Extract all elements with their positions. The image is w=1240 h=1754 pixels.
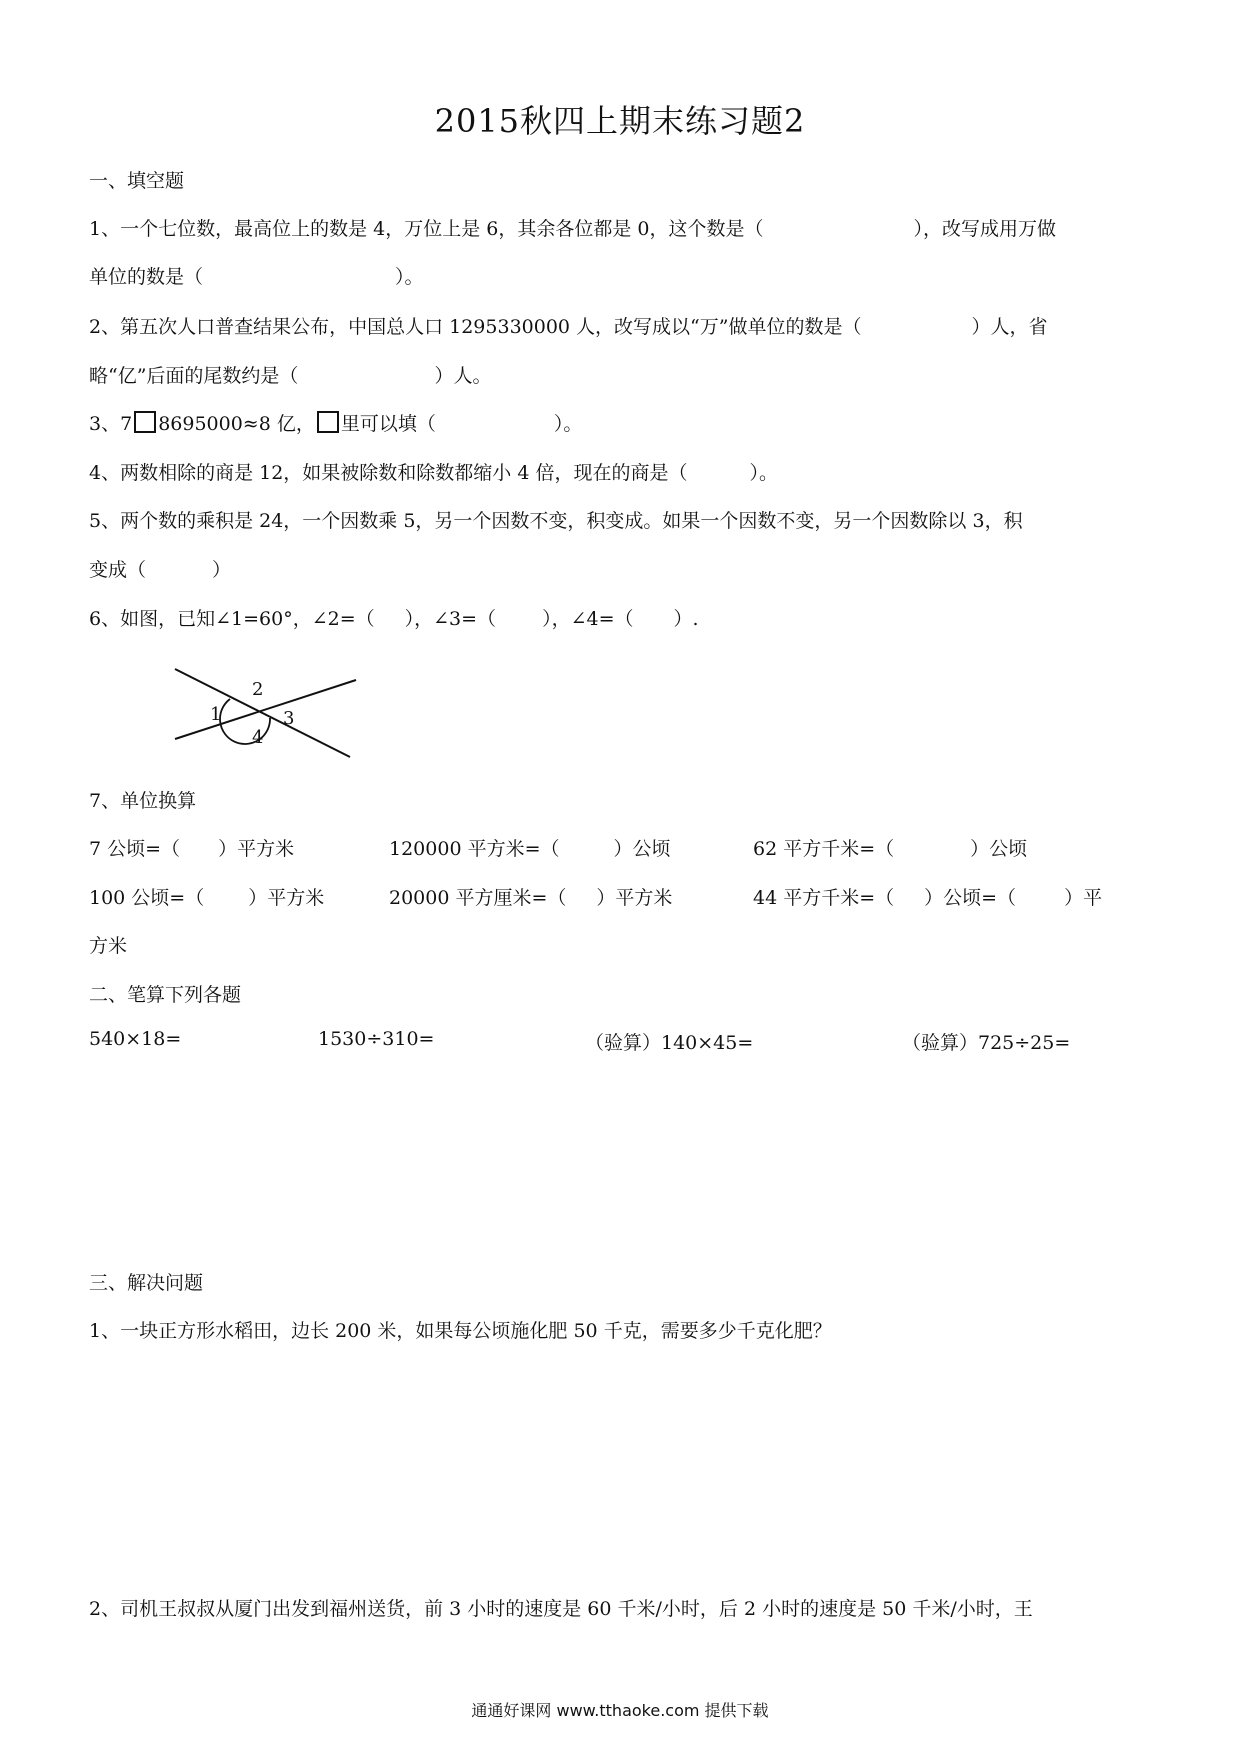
text: ），改写成用万做 <box>913 218 1056 240</box>
calc-item-3: （验算）140×45= <box>585 1032 754 1054</box>
question-1-line-1 <box>89 214 1056 241</box>
footer-credit: 通通好课网 www.tthaoke.com 提供下载 <box>471 1701 769 1720</box>
section-heading-fill-in: 一、填空题 <box>89 170 185 192</box>
question-4 <box>89 458 778 485</box>
text: 1、一个七位数，最高位上的数是 4，万位上是 6，其余各位都是 0，这个数是（ <box>89 218 764 240</box>
question-1-line-2 <box>89 262 424 289</box>
line-b <box>175 680 356 739</box>
text: ）公顷 <box>613 838 671 860</box>
text: 6、如图，已知∠1=60°，∠2=（ <box>89 608 375 630</box>
text: ）公顷 <box>970 838 1028 860</box>
text: ）平方米 <box>218 838 295 860</box>
angle-label-2: 2 <box>252 679 264 700</box>
text: 120000 平方米=（ <box>389 838 560 860</box>
text: ）平方米 <box>248 887 325 909</box>
question-6 <box>89 604 699 631</box>
text: 100 公顷=（ <box>89 887 205 909</box>
text: ）平方米 <box>596 887 673 909</box>
conversion-r3: 方米 <box>89 935 128 957</box>
angle-label-1: 1 <box>210 704 222 725</box>
text: ）。 <box>553 413 583 435</box>
text: 44 平方千米=（ <box>753 887 895 909</box>
section-heading-problems: 三、解决问题 <box>89 1272 204 1294</box>
question-5-line-2 <box>89 555 231 582</box>
text: 62 平方千米=（ <box>753 838 895 860</box>
text: ） <box>212 559 232 581</box>
angle-figure <box>170 660 370 760</box>
text: ）人。 <box>434 365 492 387</box>
blank-box-icon <box>134 411 156 433</box>
calc-item-4: （验算）725÷25= <box>902 1032 1071 1054</box>
text: 变成（ <box>89 559 147 581</box>
text: ），∠3=（ <box>404 608 497 630</box>
text: 20000 平方厘米=（ <box>389 887 567 909</box>
question-5-line-1: 5、两个数的乘积是 24，一个因数乘 5，另一个因数不变，积变成。如果一个因数不变，另一个因数除以 3，积 <box>89 510 1023 532</box>
text: ）公顷=（ <box>924 887 1017 909</box>
text: 8695000≈8 亿， <box>158 413 315 435</box>
text: 4、两数相除的商是 12，如果被除数和除数都缩小 4 倍，现在的商是（ <box>89 462 688 484</box>
text: 2、第五次人口普查结果公布，中国总人口 1295330000 人，改写成以“万”做单位的数是（ <box>89 316 862 338</box>
text: 7 公顷=（ <box>89 838 181 860</box>
text: 3、7 <box>89 413 133 435</box>
text: 单位的数是（ <box>89 266 204 288</box>
text: ）。 <box>749 462 778 484</box>
angle-label-3: 3 <box>283 708 295 729</box>
calc-item-1: 540×18= <box>89 1028 182 1050</box>
conversion-r1-c2 <box>389 834 671 861</box>
problem-1: 1、一块正方形水稻田，边长 200 米，如果每公顷施化肥 50 千克，需要多少千克化肥？ <box>89 1320 832 1342</box>
text: ）人，省 <box>971 316 1048 338</box>
blank-box-icon <box>317 411 339 433</box>
question-3 <box>89 409 582 436</box>
text: ），∠4=（ <box>542 608 634 630</box>
conversion-r2-c3 <box>753 883 1102 910</box>
conversion-r2-c1 <box>89 883 324 910</box>
text: ）. <box>673 608 699 630</box>
text: 里可以填（ <box>340 413 436 435</box>
text: 略“亿”后面的尾数约是（ <box>89 365 299 387</box>
question-2-line-1 <box>89 312 1048 339</box>
text: ）。 <box>395 266 424 288</box>
question-2-line-2 <box>89 361 491 388</box>
page-title: 2015秋四上期末练习题2 <box>434 102 806 140</box>
conversion-r2-c2 <box>389 883 672 910</box>
problem-2: 2、司机王叔叔从厦门出发到福州送货，前 3 小时的速度是 60 千米/小时，后 2 小时的速度是 50 千米/小时，王 <box>89 1598 1033 1620</box>
text: ）平 <box>1064 887 1103 909</box>
conversion-r1-c1 <box>89 834 294 861</box>
section-heading-calculation: 二、笔算下列各题 <box>89 984 242 1006</box>
question-7-heading: 7、单位换算 <box>89 790 197 812</box>
calc-item-2: 1530÷310= <box>318 1028 435 1050</box>
conversion-r1-c3 <box>753 834 1027 861</box>
angle-label-4: 4 <box>252 727 264 748</box>
